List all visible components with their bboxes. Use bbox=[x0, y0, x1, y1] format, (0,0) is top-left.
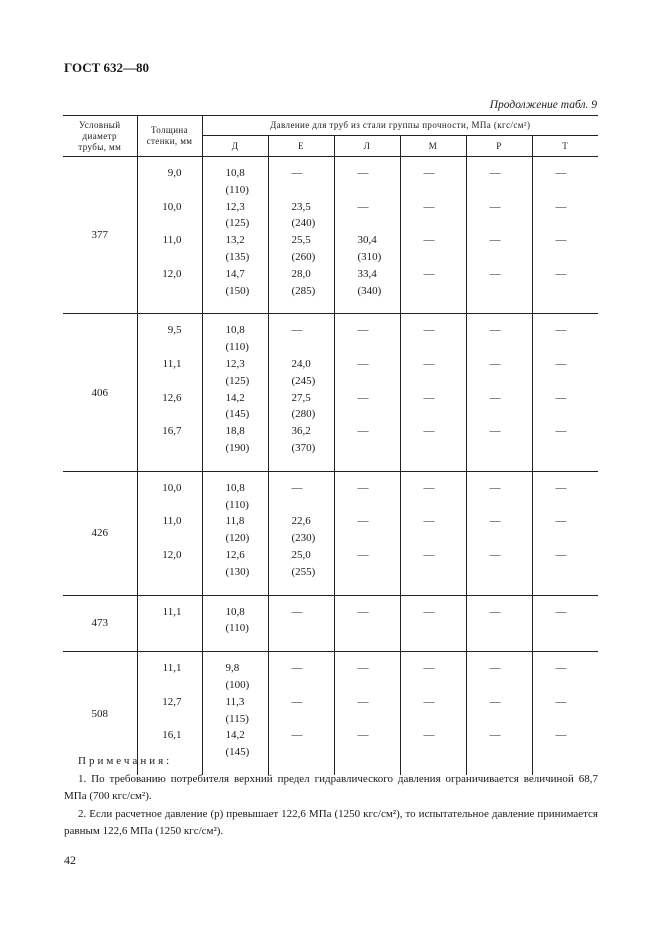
cell-value bbox=[138, 249, 202, 266]
table-continuation-label: Продолжение табл. 9 bbox=[489, 99, 597, 111]
cell-value: — bbox=[555, 481, 567, 494]
cell-value bbox=[335, 373, 400, 390]
cell-value: — bbox=[555, 605, 567, 618]
cell-value: — bbox=[555, 324, 567, 337]
grade-l-cell bbox=[334, 157, 400, 314]
cell-value: — bbox=[489, 425, 501, 438]
cell-value: 16,7 bbox=[162, 425, 182, 438]
grade-header-m: М bbox=[400, 136, 466, 157]
cell-value: (110) bbox=[225, 341, 249, 354]
cell-value: (260) bbox=[291, 250, 316, 263]
cell-value: 9,8 bbox=[225, 662, 240, 675]
cell-value: (310) bbox=[357, 250, 382, 263]
cell-value: (135) bbox=[225, 250, 250, 263]
cell-value bbox=[335, 182, 400, 199]
cell-value: — bbox=[357, 324, 369, 337]
cell-value bbox=[138, 406, 202, 423]
cell-value bbox=[138, 677, 202, 694]
cell-value: — bbox=[291, 605, 303, 618]
cell-value: (145) bbox=[225, 746, 250, 759]
cell-value bbox=[467, 620, 532, 637]
document-header: ГОСТ 632—80 bbox=[64, 60, 150, 75]
cell-value: — bbox=[555, 357, 567, 370]
diameter-cell: 473 bbox=[63, 595, 137, 652]
cell-value: (240) bbox=[291, 217, 316, 230]
cell-value: — bbox=[555, 391, 567, 404]
cell-value bbox=[467, 182, 532, 199]
diameter-cell: 406 bbox=[63, 314, 137, 471]
cell-value: (115) bbox=[225, 712, 249, 725]
cell-value: 25,0 bbox=[291, 548, 311, 561]
cell-value bbox=[533, 283, 599, 300]
cell-value: — bbox=[357, 481, 369, 494]
grade-header-e: Е bbox=[268, 136, 334, 157]
cell-value bbox=[138, 283, 202, 300]
grade-d-cell bbox=[202, 595, 268, 652]
cell-value bbox=[533, 497, 599, 514]
cell-value bbox=[533, 182, 599, 199]
diameter-group bbox=[63, 314, 598, 471]
cell-value: — bbox=[555, 200, 567, 213]
cell-value bbox=[138, 440, 202, 457]
grade-d-cell bbox=[202, 157, 268, 314]
cell-value bbox=[401, 373, 466, 390]
cell-value: (110) bbox=[225, 183, 249, 196]
grade-m-cell bbox=[400, 157, 466, 314]
cell-value bbox=[467, 339, 532, 356]
diameter-cell: 377 bbox=[63, 157, 137, 314]
cell-value: — bbox=[291, 662, 303, 675]
cell-value: — bbox=[423, 548, 435, 561]
cell-value bbox=[269, 339, 334, 356]
cell-value bbox=[401, 530, 466, 547]
cell-value bbox=[138, 564, 202, 581]
cell-value: 10,0 bbox=[162, 200, 182, 213]
grade-e-cell bbox=[268, 314, 334, 471]
cell-value bbox=[533, 564, 599, 581]
cell-value bbox=[401, 440, 466, 457]
grade-header-t: Т bbox=[532, 136, 598, 157]
cell-value: — bbox=[357, 605, 369, 618]
cell-value: — bbox=[489, 357, 501, 370]
cell-value: 14,2 bbox=[225, 391, 245, 404]
diameter-header-line: диаметр bbox=[82, 130, 117, 141]
note-item: 2. Если расчетное давление (р) превышает 122,6 МПа (1250 кгс/см²), то испытательное давление принимается равным 122,6 МПа (1250 кгс/см²). bbox=[64, 807, 598, 837]
cell-value: — bbox=[423, 729, 435, 742]
cell-value: 24,0 bbox=[291, 357, 311, 370]
cell-value: 11,1 bbox=[162, 357, 182, 370]
cell-value: 12,0 bbox=[162, 267, 182, 280]
grade-t-cell bbox=[532, 595, 598, 652]
cell-value: 11,1 bbox=[162, 605, 182, 618]
cell-value bbox=[467, 530, 532, 547]
cell-value: — bbox=[423, 695, 435, 708]
cell-value: 10,8 bbox=[225, 324, 245, 337]
cell-value bbox=[533, 406, 599, 423]
cell-value: — bbox=[555, 729, 567, 742]
cell-value: — bbox=[423, 391, 435, 404]
cell-value bbox=[138, 711, 202, 728]
cell-value bbox=[533, 373, 599, 390]
cell-value bbox=[401, 249, 466, 266]
cell-value bbox=[269, 497, 334, 514]
cell-value bbox=[335, 339, 400, 356]
thickness-cell bbox=[137, 471, 202, 595]
cell-value bbox=[269, 182, 334, 199]
cell-value: — bbox=[291, 167, 303, 179]
cell-value: — bbox=[357, 729, 369, 742]
table-row bbox=[63, 595, 598, 652]
cell-value: 12,3 bbox=[225, 357, 245, 370]
cell-value: — bbox=[423, 481, 435, 494]
thickness-header-line: стенки, мм bbox=[146, 136, 193, 146]
cell-value: 11,3 bbox=[225, 695, 245, 708]
thickness-cell bbox=[137, 595, 202, 652]
cell-value bbox=[401, 711, 466, 728]
cell-value: 16,1 bbox=[162, 729, 182, 742]
cell-value bbox=[138, 530, 202, 547]
cell-value: 14,2 bbox=[225, 729, 245, 742]
cell-value bbox=[467, 440, 532, 457]
grade-d-cell bbox=[202, 314, 268, 471]
cell-value bbox=[138, 373, 202, 390]
diameter-cell: 426 bbox=[63, 471, 137, 595]
cell-value: (100) bbox=[225, 678, 250, 691]
grade-m-cell bbox=[400, 471, 466, 595]
pressure-group-header: Давление для труб из стали группы прочности, МПа (кгс/см²) bbox=[202, 116, 598, 136]
cell-value bbox=[467, 677, 532, 694]
cell-value bbox=[335, 440, 400, 457]
cell-value: 13,2 bbox=[225, 234, 245, 247]
diameter-group bbox=[63, 157, 598, 314]
cell-value bbox=[533, 215, 599, 232]
cell-value: — bbox=[291, 729, 303, 742]
cell-value: (145) bbox=[225, 408, 250, 421]
cell-value: 11,8 bbox=[225, 515, 245, 528]
cell-value: 22,6 bbox=[291, 515, 311, 528]
cell-value: (110) bbox=[225, 622, 249, 635]
cell-value: — bbox=[423, 267, 435, 280]
cell-value bbox=[138, 620, 202, 637]
grade-m-cell bbox=[400, 314, 466, 471]
cell-value bbox=[533, 339, 599, 356]
cell-value: 11,1 bbox=[162, 662, 182, 675]
grade-header-d: Д bbox=[202, 136, 268, 157]
cell-value: (255) bbox=[291, 565, 316, 578]
cell-value: — bbox=[489, 515, 501, 528]
cell-value bbox=[533, 440, 599, 457]
cell-value: 14,7 bbox=[225, 267, 245, 280]
cell-value: (230) bbox=[291, 532, 316, 545]
notes-section bbox=[64, 753, 598, 841]
cell-value: 9,5 bbox=[167, 324, 182, 337]
cell-value: (125) bbox=[225, 217, 250, 230]
cell-value: — bbox=[489, 391, 501, 404]
cell-value bbox=[533, 530, 599, 547]
grade-m-cell bbox=[400, 595, 466, 652]
diameter-header-line: Условный bbox=[79, 119, 121, 130]
cell-value bbox=[467, 406, 532, 423]
cell-value: — bbox=[423, 324, 435, 337]
grade-r-cell bbox=[466, 314, 532, 471]
cell-value: — bbox=[489, 662, 501, 675]
cell-value: — bbox=[423, 234, 435, 247]
cell-value: 10,8 bbox=[225, 167, 245, 179]
cell-value: — bbox=[357, 391, 369, 404]
cell-value: — bbox=[423, 357, 435, 370]
cell-value: — bbox=[555, 695, 567, 708]
cell-value: 9,0 bbox=[167, 167, 182, 179]
cell-value bbox=[138, 497, 202, 514]
cell-value: 12,0 bbox=[162, 548, 182, 561]
diameter-group bbox=[63, 471, 598, 595]
cell-value bbox=[138, 339, 202, 356]
cell-value bbox=[335, 215, 400, 232]
cell-value: — bbox=[555, 548, 567, 561]
cell-value: — bbox=[555, 515, 567, 528]
cell-value bbox=[335, 497, 400, 514]
cell-value: (285) bbox=[291, 284, 316, 297]
grade-e-cell bbox=[268, 471, 334, 595]
grade-l-cell bbox=[334, 595, 400, 652]
cell-value: 27,5 bbox=[291, 391, 311, 404]
cell-value bbox=[401, 339, 466, 356]
cell-value: 12,7 bbox=[162, 695, 182, 708]
cell-value: — bbox=[489, 548, 501, 561]
cell-value: — bbox=[357, 695, 369, 708]
cell-value: — bbox=[291, 481, 303, 494]
cell-value: (280) bbox=[291, 408, 316, 421]
table-row bbox=[63, 471, 598, 595]
cell-value: (370) bbox=[291, 441, 316, 454]
cell-value: — bbox=[423, 605, 435, 618]
cell-value bbox=[269, 620, 334, 637]
cell-value: 33,4 bbox=[357, 267, 377, 280]
table-row bbox=[63, 314, 598, 471]
cell-value bbox=[335, 564, 400, 581]
cell-value: — bbox=[357, 200, 369, 213]
cell-value: 12,3 bbox=[225, 200, 245, 213]
cell-value: — bbox=[489, 605, 501, 618]
cell-value: — bbox=[423, 515, 435, 528]
grade-r-cell bbox=[466, 595, 532, 652]
cell-value: 11,0 bbox=[162, 515, 182, 528]
cell-value: — bbox=[489, 234, 501, 247]
cell-value: — bbox=[423, 662, 435, 675]
cell-value: (125) bbox=[225, 374, 250, 387]
cell-value bbox=[401, 283, 466, 300]
cell-value: — bbox=[555, 662, 567, 675]
cell-value: 36,2 bbox=[291, 425, 311, 438]
pressure-table bbox=[63, 115, 598, 775]
cell-value: 10,8 bbox=[225, 481, 245, 494]
cell-value: — bbox=[423, 200, 435, 213]
cell-value: — bbox=[555, 234, 567, 247]
cell-value: — bbox=[489, 267, 501, 280]
cell-value: (120) bbox=[225, 532, 250, 545]
thickness-header-line: Толщина bbox=[150, 125, 189, 135]
diameter-cell: 508 bbox=[63, 652, 137, 775]
cell-value: — bbox=[357, 167, 369, 179]
cell-value: — bbox=[357, 425, 369, 438]
cell-value: 30,4 bbox=[357, 234, 377, 247]
cell-value bbox=[335, 530, 400, 547]
diameter-header-line: трубы, мм bbox=[78, 141, 122, 152]
grade-e-cell bbox=[268, 595, 334, 652]
cell-value: — bbox=[555, 167, 567, 179]
notes-title: Примечания: bbox=[78, 755, 173, 767]
cell-value: 28,0 bbox=[291, 267, 311, 280]
thickness-cell bbox=[137, 314, 202, 471]
cell-value: — bbox=[489, 695, 501, 708]
cell-value: 11,0 bbox=[162, 234, 182, 247]
thickness-cell bbox=[137, 157, 202, 314]
cell-value: 23,5 bbox=[291, 200, 311, 213]
cell-value bbox=[138, 182, 202, 199]
cell-value bbox=[138, 215, 202, 232]
cell-value: (130) bbox=[225, 565, 250, 578]
diameter-header bbox=[63, 116, 137, 157]
cell-value bbox=[467, 249, 532, 266]
cell-value bbox=[335, 677, 400, 694]
cell-value bbox=[401, 564, 466, 581]
cell-value: (190) bbox=[225, 441, 250, 454]
cell-value: — bbox=[489, 324, 501, 337]
grade-l-cell bbox=[334, 314, 400, 471]
cell-value bbox=[533, 620, 599, 637]
grade-d-cell bbox=[202, 471, 268, 595]
cell-value: 12,6 bbox=[225, 548, 245, 561]
cell-value bbox=[335, 711, 400, 728]
cell-value: 18,8 bbox=[225, 425, 245, 438]
note-item: 1. По требованию потребителя верхний предел гидравлического давления ограничивается величиной 68,7 МПа (700 кгс/см²). bbox=[64, 772, 598, 802]
cell-value bbox=[335, 406, 400, 423]
cell-value: — bbox=[357, 515, 369, 528]
cell-value bbox=[467, 373, 532, 390]
cell-value bbox=[533, 711, 599, 728]
cell-value bbox=[467, 711, 532, 728]
cell-value bbox=[401, 620, 466, 637]
cell-value bbox=[401, 215, 466, 232]
cell-value: — bbox=[291, 324, 303, 337]
cell-value: 12,6 bbox=[162, 391, 182, 404]
grade-l-cell bbox=[334, 471, 400, 595]
grade-t-cell bbox=[532, 314, 598, 471]
cell-value bbox=[269, 711, 334, 728]
cell-value: — bbox=[489, 729, 501, 742]
cell-value bbox=[467, 283, 532, 300]
cell-value: — bbox=[489, 200, 501, 213]
cell-value: (245) bbox=[291, 374, 316, 387]
page-number: 42 bbox=[64, 853, 76, 867]
cell-value: — bbox=[489, 167, 501, 179]
cell-value bbox=[533, 249, 599, 266]
cell-value: 10,8 bbox=[225, 605, 245, 618]
cell-value bbox=[401, 406, 466, 423]
cell-value: — bbox=[555, 267, 567, 280]
cell-value: — bbox=[357, 548, 369, 561]
cell-value bbox=[401, 497, 466, 514]
table-row bbox=[63, 157, 598, 314]
grade-e-cell bbox=[268, 157, 334, 314]
cell-value: (110) bbox=[225, 498, 249, 511]
cell-value: — bbox=[357, 357, 369, 370]
cell-value: — bbox=[555, 425, 567, 438]
cell-value bbox=[533, 677, 599, 694]
cell-value: 25,5 bbox=[291, 234, 311, 247]
cell-value: — bbox=[423, 167, 435, 179]
grade-header-r: Р bbox=[466, 136, 532, 157]
cell-value bbox=[401, 677, 466, 694]
cell-value: (340) bbox=[357, 284, 382, 297]
cell-value: — bbox=[291, 695, 303, 708]
grade-r-cell bbox=[466, 471, 532, 595]
cell-value bbox=[401, 182, 466, 199]
cell-value: — bbox=[423, 425, 435, 438]
cell-value bbox=[335, 620, 400, 637]
cell-value bbox=[467, 564, 532, 581]
cell-value bbox=[467, 497, 532, 514]
cell-value: — bbox=[489, 481, 501, 494]
grade-t-cell bbox=[532, 157, 598, 314]
grade-t-cell bbox=[532, 471, 598, 595]
cell-value bbox=[467, 215, 532, 232]
grade-header-l: Л bbox=[334, 136, 400, 157]
cell-value: (150) bbox=[225, 284, 250, 297]
diameter-group bbox=[63, 595, 598, 652]
grade-r-cell bbox=[466, 157, 532, 314]
cell-value bbox=[269, 677, 334, 694]
thickness-header bbox=[137, 116, 202, 157]
cell-value: 10,0 bbox=[162, 481, 182, 494]
cell-value: — bbox=[357, 662, 369, 675]
